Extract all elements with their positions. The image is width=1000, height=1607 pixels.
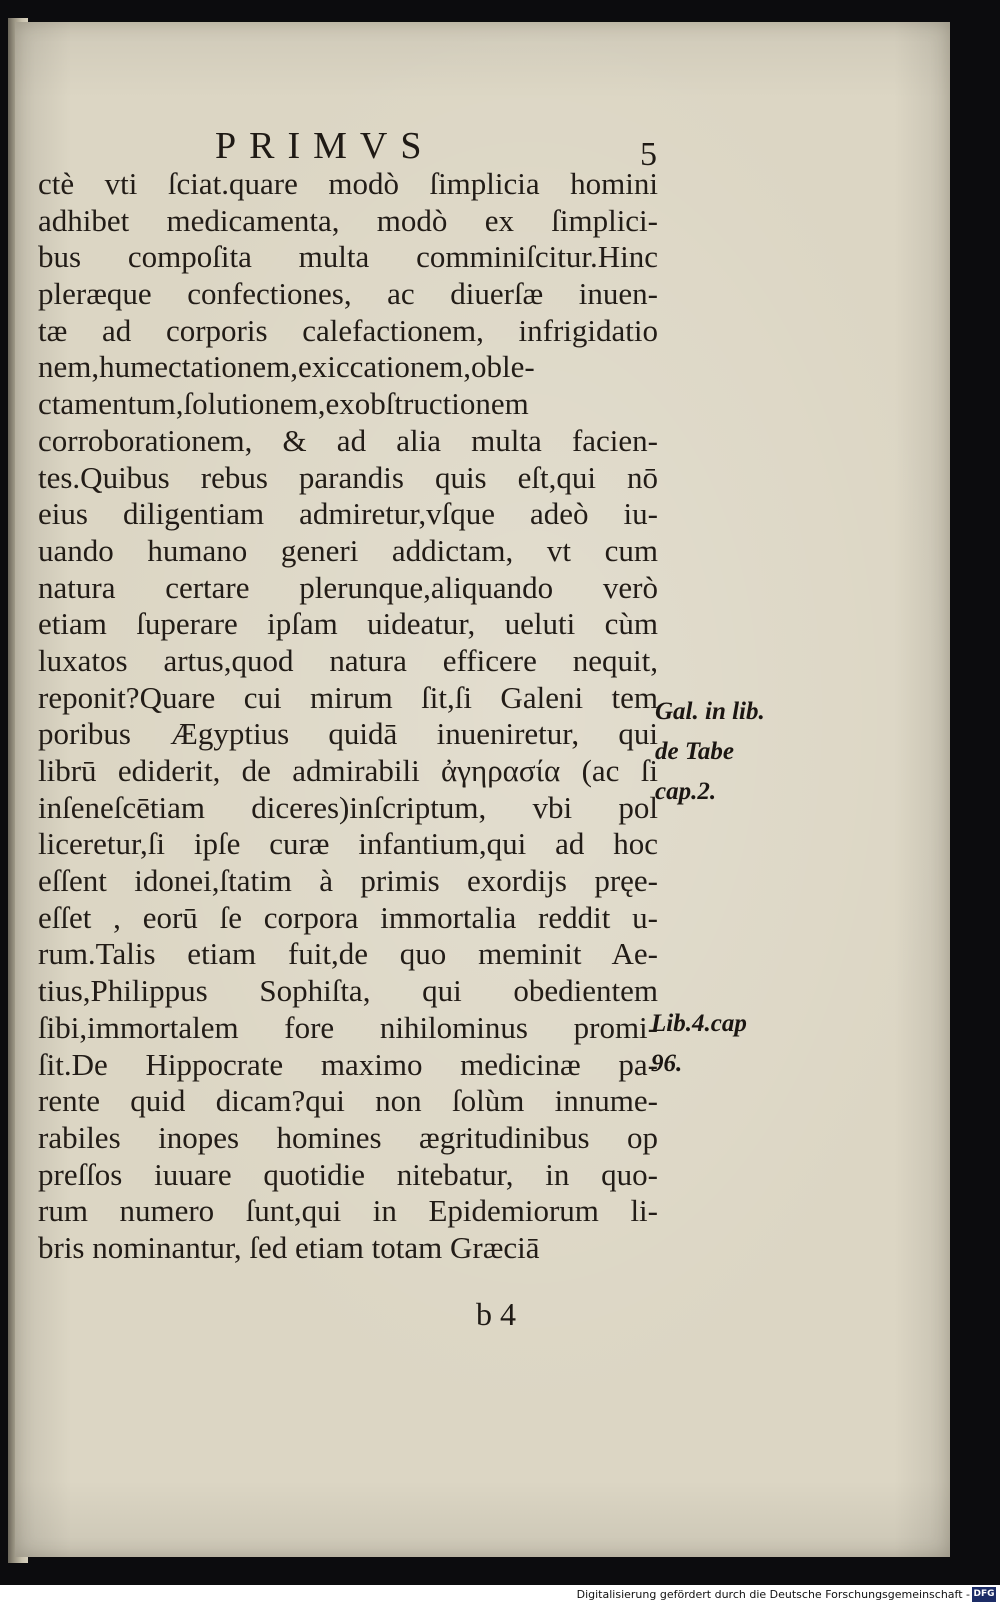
margin-note-line: Gal. in lib. [655, 698, 765, 725]
text-line: ctè vti ſciat.quare modò ſimplicia homini [38, 166, 658, 201]
text-line: natura certare plerunque,aliquando verò [38, 569, 658, 605]
margin-note-galen [655, 692, 765, 812]
text-line: adhibet medicamenta, modò ex ſimplici- [38, 202, 658, 238]
text-line: eſſent idonei,ſtatim à primis exordijs pręe- [38, 863, 658, 899]
text-line: luxatos artus,quod natura efficere nequit, [38, 642, 658, 678]
signature-mark: b 4 [476, 1296, 516, 1332]
text-line: reponit?Quare cui mirum ſit,ſi Galeni tem [38, 679, 658, 715]
text-line: uando humano generi addictam, vt cum [38, 532, 658, 568]
text-line: inſeneſcētiam diceres)inſcriptum, vbi pol [38, 789, 658, 825]
text-line: tæ ad corporis calefactionem, infrigidatio [38, 312, 658, 348]
running-head: PRIMVS [215, 125, 435, 167]
margin-note-aetius [651, 1004, 747, 1084]
digitization-credit: Digitalisierung gefördert durch die Deutsche Forschungsgemeinschaft - [576, 1588, 970, 1601]
text-line: preſſos iuuare quotidie nitebatur, in quo- [38, 1156, 658, 1192]
margin-note-line: Lib.4.cap [651, 1010, 747, 1037]
text-line: ſit.De Hippocrate maximo medicinæ pa- [38, 1046, 658, 1082]
text-line: liceretur,ſi ipſe curæ infantium,qui ad hoc [38, 826, 658, 862]
text-line: poribus Ægyptius quidā inueniretur, qui [38, 716, 658, 752]
text-line: ctamentum,ſolutionem,exobſtructionem [38, 386, 529, 422]
text-line: bris nominantur, ſed etiam totam Græciā [38, 1229, 540, 1265]
text-line: rabiles inopes homines ægritudinibus op [38, 1119, 658, 1155]
dfg-logo: DFG [972, 1587, 996, 1602]
text-line: rum.Talis etiam fuit,de quo meminit Ae- [38, 936, 658, 972]
text-line: tius,Philippus Sophiſta, qui obedientem [38, 973, 658, 1009]
text-line: rente quid dicam?qui non ſolùm innume- [38, 1083, 658, 1119]
text-line: eſſet , eorū ſe corpora immortalia reddit u- [38, 899, 658, 935]
page-number: 5 [640, 136, 657, 173]
text-line: rum numero ſunt,qui in Epidemiorum li- [38, 1193, 658, 1229]
text-line: tes.Quibus rebus parandis quis eſt,qui nō [38, 459, 658, 495]
text-line: bus compoſita multa comminiſcitur.Hinc [38, 239, 658, 275]
text-line: librū ediderit, de admirabili ἀγηρασία (ac ſi [38, 753, 658, 788]
text-line: eius diligentiam admiretur,vſque adeò iu- [38, 496, 658, 532]
text-line: etiam ſuperare ipſam uideatur, ueluti cùm [38, 606, 658, 642]
text-line: pleræque confectiones, ac diuerſæ inuen- [38, 276, 658, 312]
margin-note-line: cap.2. [655, 778, 717, 805]
body-text [38, 166, 658, 1267]
margin-note-line: 96. [651, 1050, 683, 1077]
text-line: nem,humectationem,exiccationem,oble- [38, 349, 535, 385]
text-line: ſibi,immortalem fore nihilominus promi- [38, 1009, 658, 1045]
margin-note-line: de Tabe [655, 738, 734, 765]
text-line: corroborationem, & ad alia multa facien- [38, 422, 658, 458]
